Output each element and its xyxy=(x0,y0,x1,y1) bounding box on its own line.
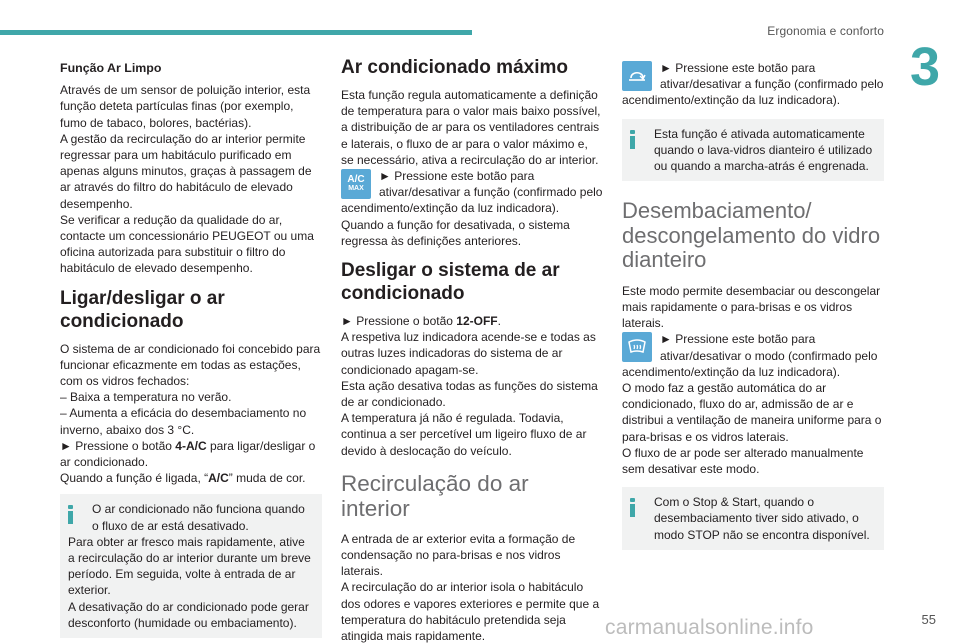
heading-ligar-desligar: Ligar/desligar o ar condicionado xyxy=(60,287,225,332)
info-box xyxy=(60,494,322,638)
paragraph: A gestão da recirculação do ar interior permite regressar para um habitáculo purificado em apenas alguns minutos, graças à passagem de ar através do filtro do habitáculo de elevado desempenho. xyxy=(60,131,312,211)
heading-ar-limpo: Função Ar Limpo xyxy=(60,61,162,75)
info-text: Com o Stop & Start, quando o desembaciamento tiver sido ativado, o modo STOP não se encontra disponível. xyxy=(654,495,870,542)
page-number: 55 xyxy=(921,612,936,627)
paragraph: Se verificar a redução da qualidade do ar, contacte um concessionário PEUGEOT ou uma oficina autorizada para substituir o filtro do habitáculo de elevado desempenho. xyxy=(60,212,314,276)
paragraph: A recirculação do ar interior isola o habitáculo dos odores e vapores exteriores e permite que a temperatura do habitáculo pretendida seja atingida mais rapidamente. xyxy=(341,580,600,644)
ac-max-instruction xyxy=(341,168,603,217)
recirculation-icon xyxy=(622,61,652,91)
paragraph: Esta função regula automaticamente a definição de temperatura para o valor mais baixo possível, a distribuição de ar para os ventiladores centrais e laterais, o fluxo de ar para o valor máximo e, se necessário, ativa a recirculação do ar interior. xyxy=(341,88,601,167)
heading-desembaciamento: Desembaciamento/ descongelamento do vidro dianteiro xyxy=(622,198,881,273)
paragraph: Este modo permite desembaciar ou descongelar mais rapidamente o para-brisas e os vidros laterais. xyxy=(622,283,881,331)
recirculation-instruction xyxy=(622,60,884,109)
list-item: – Baixa a temperatura no verão. xyxy=(60,390,232,405)
info-icon xyxy=(68,505,73,524)
ac-max-icon: A/C MAX xyxy=(341,169,371,199)
paragraph: ► Pressione este botão para ativar/desativar a função (confirmado pelo acendimento/extinção da luz indicadora). xyxy=(341,169,603,216)
paragraph: O sistema de ar condicionado foi concebido para funcionar eficazmente em todas as estações, com os vidros fechados: xyxy=(60,341,321,389)
heading-recirculacao: Recirculação do ar interior xyxy=(341,470,529,521)
info-text: A desativação do ar condicionado pode gerar desconforto (humidade ou embaciamento). xyxy=(68,599,309,630)
windshield-defrost-icon xyxy=(622,332,652,362)
watermark: carmanualsonline.info xyxy=(605,616,814,639)
info-text: Esta função é ativada automaticamente quando o lava-vidros dianteiro é utilizado ou quando a marcha-atrás é engrenada. xyxy=(654,126,873,174)
column-middle xyxy=(341,57,603,644)
info-box xyxy=(622,119,884,182)
heading-ar-max: Ar condicionado máximo xyxy=(341,57,568,78)
info-box xyxy=(622,487,884,550)
paragraph: ► Pressione o botão 4-A/C para ligar/desligar o ar condicionado. xyxy=(60,438,316,470)
header-accent-bar xyxy=(0,30,472,35)
paragraph: Quando a função é ligada, “A/C” muda de cor. xyxy=(60,471,306,486)
list-item: – Aumenta a eficácia do desembaciamento no inverno, abaixo dos 3 °C. xyxy=(60,406,307,437)
paragraph: Quando a função for desativada, o sistema regressa às definições anteriores. xyxy=(341,217,570,248)
paragraph: Esta ação desativa todas as funções do sistema de ar condicionado. xyxy=(341,378,598,410)
defrost-instruction xyxy=(622,331,884,380)
paragraph: ► Pressione este botão para ativar/desativar o modo (confirmado pelo acendimento/extinção da luz indicadora). xyxy=(622,332,878,379)
paragraph: ► Pressione o botão 12-OFF. xyxy=(341,314,501,329)
column-left xyxy=(60,60,322,638)
paragraph: A entrada de ar exterior evita a formação de condensação no para-brisas e nos vidros laterais. xyxy=(341,531,576,579)
section-title: Ergonomia e conforto xyxy=(767,24,884,38)
info-icon xyxy=(630,130,635,149)
paragraph: A temperatura já não é regulada. Todavia, continua a ser percetível um ligeiro fluxo de ar devido à deslocação do veículo. xyxy=(341,411,587,458)
column-right xyxy=(622,60,884,550)
heading-desligar: Desligar o sistema de ar condicionado xyxy=(341,260,560,305)
paragraph: Através de um sensor de poluição interior, esta função deteta partículas finas (por exemplo, fumo de tabaco, bolores, bactérias). xyxy=(60,83,311,130)
paragraph: A respetiva luz indicadora acende-se e todas as outras luzes indicadoras do sistema de ar condicionado apagam-se. xyxy=(341,330,596,377)
paragraph: ► Pressione este botão para ativar/desativar a função (confirmado pelo acendimento/extinção da luz indicadora). xyxy=(622,61,884,108)
info-text: O ar condicionado não funciona quando o fluxo de ar está desativado. xyxy=(92,502,305,533)
chapter-number: 3 xyxy=(909,37,940,97)
info-icon xyxy=(630,498,635,517)
paragraph: O fluxo de ar pode ser alterado manualmente sem desativar este modo. xyxy=(622,445,864,476)
paragraph: O modo faz a gestão automática do ar condicionado, fluxo do ar, admissão de ar e distribui a ventilação de maneira uniforme para o para-brisas e os vidros laterais. xyxy=(622,380,882,444)
info-text: Para obter ar fresco mais rapidamente, ative a recirculação do ar interior durante um breve período. Em seguida, volte à entrada de ar exterior. xyxy=(68,534,311,598)
